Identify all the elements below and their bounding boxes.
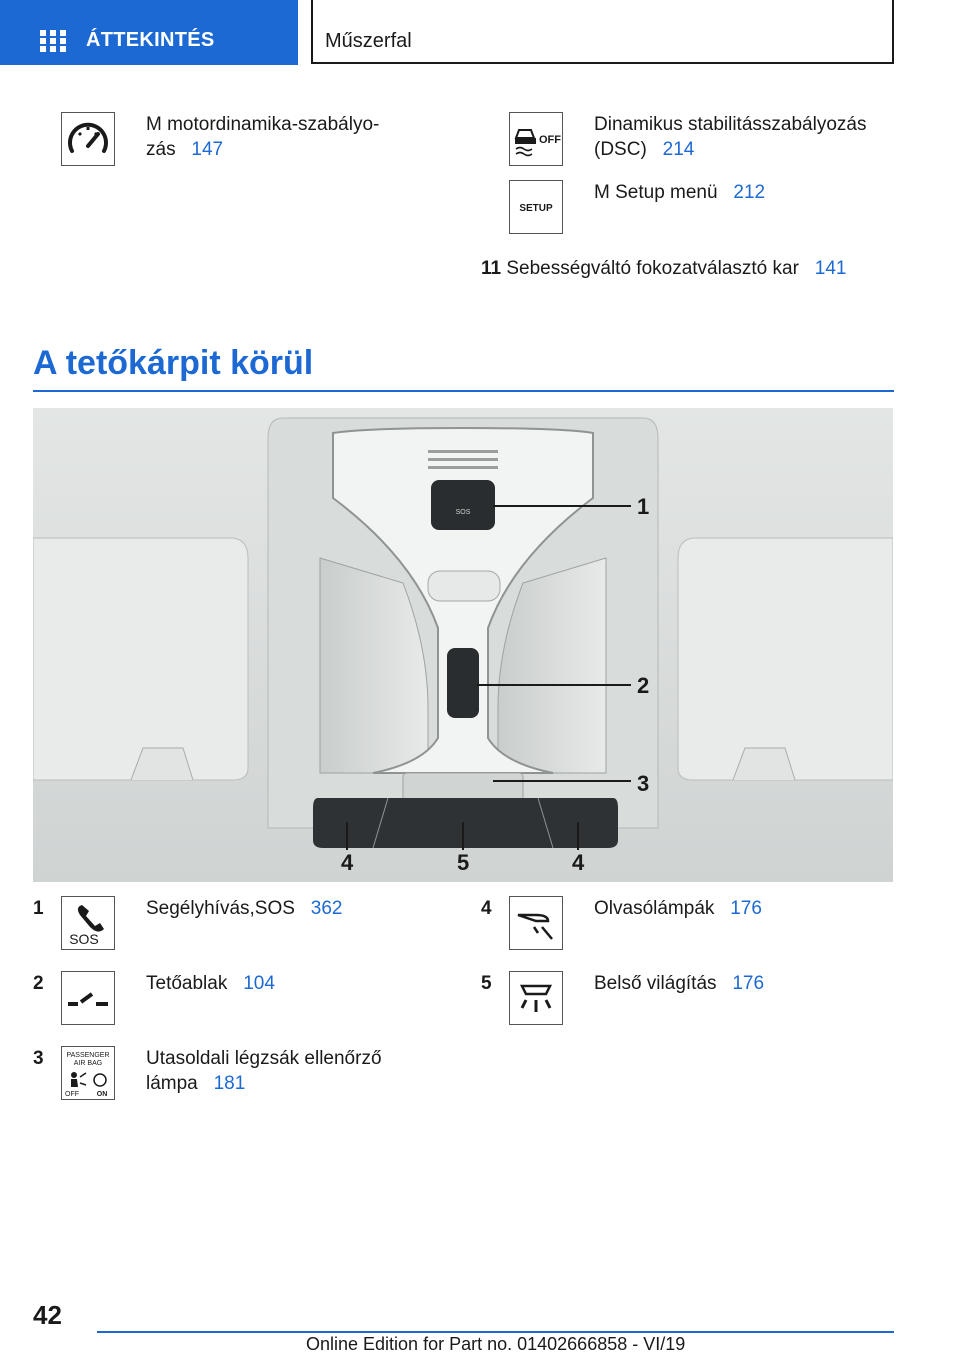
dsc-off-text: OFF [539, 134, 561, 146]
callout-4-right: 4 [572, 850, 585, 875]
sunroof-icon [61, 971, 115, 1025]
page-ref-link[interactable]: 362 [310, 898, 343, 919]
section-tab-title: ÁTTEKINTÉS [86, 29, 215, 51]
item-reading-lamps [594, 896, 884, 921]
page-ref-link[interactable]: 141 [814, 258, 847, 279]
grid-menu-icon [40, 30, 66, 52]
callout-5: 5 [457, 850, 470, 875]
footer-edition: Online Edition for Part no. 01402666858 - VI/19 [306, 1334, 686, 1354]
entry-m-engine-dynamics [146, 112, 466, 162]
item-number: 5 [481, 973, 492, 994]
page-ref-link[interactable]: 212 [733, 182, 766, 203]
item-label-cont: lámpa [146, 1073, 198, 1094]
airbag-icon-text-2: AIR BAG [73, 1060, 103, 1067]
sos-button-text: SOS [455, 509, 471, 516]
entry-label: M Setup menü [594, 182, 718, 203]
item-label: Olvasólámpák [594, 898, 715, 919]
callout-3: 3 [637, 771, 650, 796]
speedometer-icon [61, 112, 115, 166]
item-number: 3 [33, 1048, 44, 1069]
airbag-icon-text-1: PASSENGER [66, 1052, 110, 1059]
sos-icon-text: SOS [69, 931, 99, 947]
reading-lamp-icon [509, 896, 563, 950]
callout-2: 2 [637, 673, 650, 698]
item-label: Segélyhívás,SOS [146, 898, 295, 919]
item-label: Belső világítás [594, 973, 717, 994]
item-number: 4 [481, 898, 492, 919]
item-number: 1 [33, 898, 44, 919]
entry-m-setup [594, 180, 884, 205]
item-passenger-airbag [146, 1046, 466, 1096]
sos-call-icon [61, 896, 115, 950]
airbag-icon-text-4: ON [96, 1091, 108, 1098]
item-label: Utasoldali légzsák ellenőrző [146, 1048, 382, 1069]
page-ref-link[interactable]: 176 [730, 898, 762, 919]
item-interior-light [594, 971, 884, 996]
page-ref-link[interactable]: 104 [243, 973, 275, 994]
setup-icon [509, 180, 563, 234]
callout-1: 1 [637, 494, 650, 519]
page-number: 42 [33, 1300, 62, 1330]
dsc-off-icon [509, 112, 563, 166]
entry-number: 11 [481, 258, 502, 279]
entry-label-cont: (DSC) [594, 139, 647, 160]
item-number: 2 [33, 973, 44, 994]
airbag-icon-text-3: OFF [65, 1091, 79, 1098]
section-tab[interactable] [0, 0, 298, 65]
entry-label: M motordinamika-szabályo- [146, 114, 380, 135]
roof-console-illustration [33, 408, 893, 882]
entry-label: Dinamikus stabilitásszabályozás [594, 114, 867, 135]
page-ref-link[interactable]: 214 [662, 139, 695, 160]
heading-divider [33, 390, 894, 392]
entry-dsc [594, 112, 884, 162]
callout-4-left: 4 [341, 850, 354, 875]
entry-label: Sebességváltó fokozatválasztó kar [506, 258, 799, 279]
chapter-header[interactable] [311, 0, 894, 64]
chapter-title: Műszerfal [325, 30, 412, 52]
item-sunroof [146, 971, 466, 996]
item-label: Tetőablak [146, 973, 228, 994]
setup-text: SETUP [519, 203, 553, 214]
entry-label-cont: zás [146, 139, 176, 160]
page-ref-link[interactable]: 147 [191, 139, 224, 160]
page-ref-link[interactable]: 176 [732, 973, 765, 994]
interior-light-icon [509, 971, 563, 1025]
passenger-airbag-icon [61, 1046, 115, 1100]
footer-divider [97, 1331, 894, 1333]
entry-gear-selector [481, 256, 891, 281]
item-sos [146, 896, 466, 921]
page-ref-link[interactable]: 181 [213, 1073, 246, 1094]
section-heading: A tetőkárpit körül [33, 344, 314, 382]
